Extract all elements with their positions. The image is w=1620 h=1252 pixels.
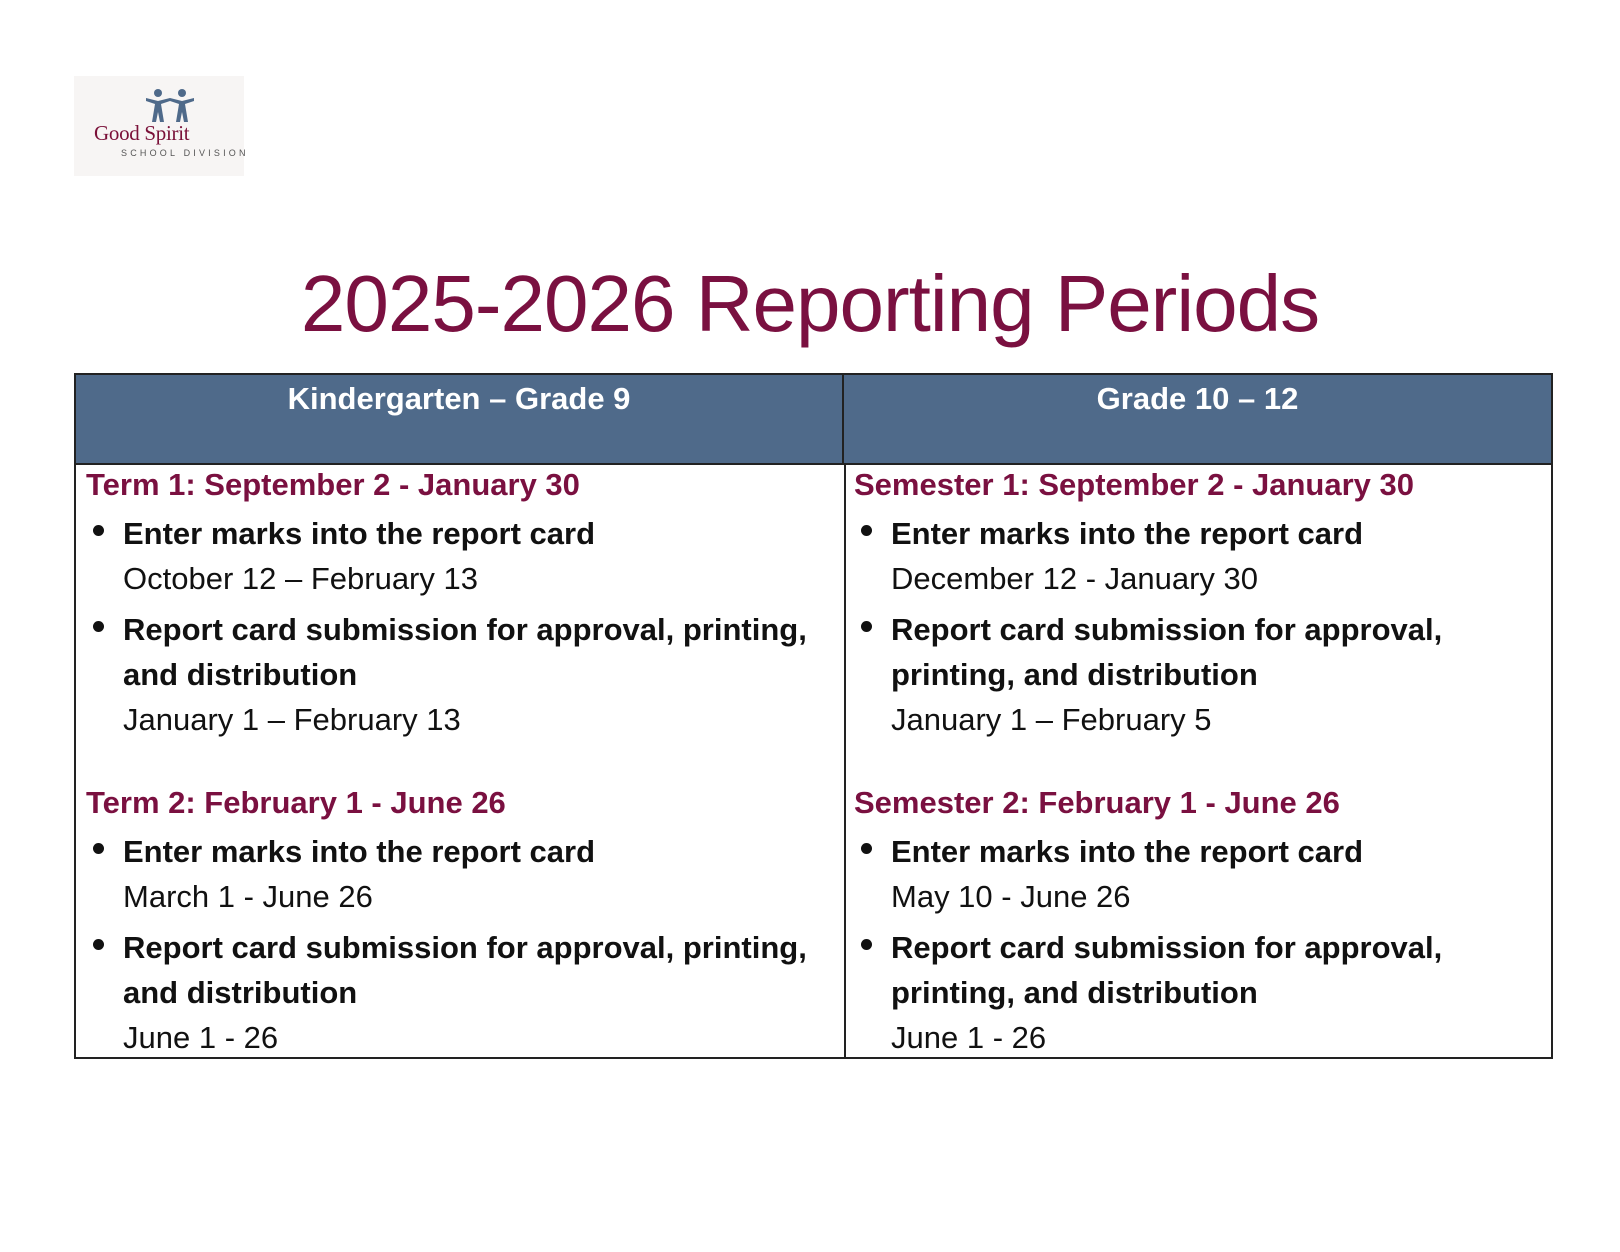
term-2-heading: Term 2: February 1 - June 26 [86,785,506,820]
item-label: Enter marks into the report card [123,834,596,869]
bullet-icon [93,843,104,854]
item-label: Enter marks into the report card [891,516,1364,551]
item-dates: January 1 – February 5 [891,702,1212,737]
list-item [854,925,1544,1060]
item-label: Report card submission for approval, printing, and distribution [891,930,1443,1010]
item-dates: March 1 - June 26 [123,879,373,914]
column-divider [844,463,846,1057]
item-dates: January 1 – February 13 [123,702,461,737]
logo-subtitle: SCHOOL DIVISION [121,148,249,158]
item-label: Report card submission for approval, printing, and distribution [891,612,1443,692]
list-item [86,925,836,1060]
bullet-icon [861,525,872,536]
bullet-icon [93,525,104,536]
list-item [86,607,836,742]
bullet-icon [861,621,872,632]
column-header-k-9: Kindergarten – Grade 9 [76,375,844,463]
item-label: Enter marks into the report card [891,834,1364,869]
item-dates: June 1 - 26 [891,1020,1047,1055]
school-division-logo [74,76,249,176]
item-label: Report card submission for approval, printing, and distribution [123,930,807,1010]
bullet-icon [93,621,104,632]
bullet-icon [861,843,872,854]
list-item [854,829,1544,919]
semester-2-heading: Semester 2: February 1 - June 26 [854,785,1340,820]
list-item [854,511,1544,601]
semester-1-section [854,465,1544,742]
item-label: Report card submission for approval, printing, and distribution [123,612,807,692]
two-children-icon [142,88,198,124]
bullet-icon [861,939,872,950]
item-dates: June 1 - 26 [123,1020,279,1055]
term-1-heading: Term 1: September 2 - January 30 [86,467,580,502]
list-item [86,511,836,601]
semester-2-section [854,783,1544,1060]
column-header-10-12: Grade 10 – 12 [844,375,1551,463]
term-1-section [86,465,836,742]
item-dates: May 10 - June 26 [891,879,1131,914]
bullet-icon [93,939,104,950]
list-item [854,607,1544,742]
reporting-periods-table [74,373,1553,1059]
page-title: 2025-2026 Reporting Periods [300,259,1320,348]
item-dates: October 12 – February 13 [123,561,478,596]
logo-name: Good Spirit [94,121,190,145]
semester-1-heading: Semester 1: September 2 - January 30 [854,467,1414,502]
item-label: Enter marks into the report card [123,516,596,551]
term-2-section [86,783,836,1060]
item-dates: December 12 - January 30 [891,561,1259,596]
list-item [86,829,836,919]
